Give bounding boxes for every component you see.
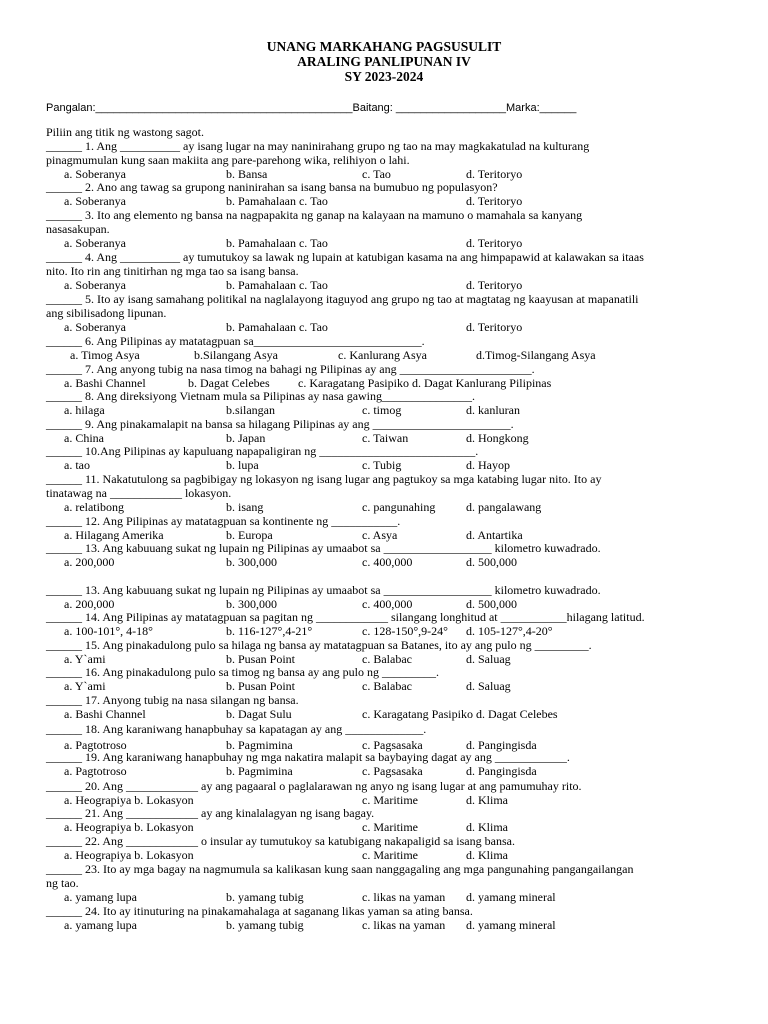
question-text: ______ 2. Ano ang tawag sa grupong naninirahan sa isang bansa na bumubuo ng populasyon? bbox=[46, 180, 498, 194]
question-text: ______ 12. Ang Pilipinas ay matatagpuan sa kontinente ng ___________. bbox=[46, 514, 401, 528]
answer-option: b. Dagat Sulu bbox=[226, 707, 292, 721]
answer-option: d. Antartika bbox=[466, 528, 523, 542]
question-text: ______ 19. Ang karaniwang hanapbuhay ng mga nakatira malapit sa baybaying dagat ay ang ____________. bbox=[46, 750, 570, 764]
question-text: ______ 1. Ang __________ ay isang lugar na may naninirahang grupo ng tao na may magkakatulad na kulturang bbox=[46, 139, 590, 153]
answer-option: b. Dagat Celebes bbox=[188, 376, 270, 390]
question-text: ______ 5. Ito ay isang samahang politikal na naglalayong itaguyod ang grupo ng tao at magtatag ng kaayusan at mapanatili bbox=[46, 292, 639, 306]
answer-option: a. Soberanya bbox=[64, 194, 126, 208]
answer-option: b. Pamahalaan c. Tao bbox=[226, 194, 328, 208]
answer-option: d. Teritoryo bbox=[466, 236, 523, 250]
answer-option: b. Europa bbox=[226, 528, 273, 542]
question-text: ______ 17. Anyong tubig na nasa silangan ng bansa. bbox=[46, 693, 299, 707]
answer-option: c. Pagsasaka bbox=[362, 764, 423, 778]
answer-option: d. 105-127°,4-20° bbox=[466, 624, 553, 638]
answer-option: d. Hongkong bbox=[466, 431, 529, 445]
answer-option: a. 100-101°, 4-18° bbox=[64, 624, 153, 638]
answer-option: b. yamang tubig bbox=[226, 890, 304, 904]
answer-option: b. Pamahalaan c. Tao bbox=[226, 278, 328, 292]
answer-option: a. yamang lupa bbox=[64, 890, 137, 904]
exam-title: UNANG MARKAHANG PAGSUSULIT bbox=[266, 39, 502, 54]
answer-option: d. Teritoryo bbox=[466, 278, 523, 292]
subject-title: ARALING PANLIPUNAN IV bbox=[297, 54, 471, 69]
answer-option: d. 500,000 bbox=[466, 555, 517, 569]
answer-option: a. Soberanya bbox=[64, 236, 126, 250]
question-text: ______ 13. Ang kabuuang sukat ng lupain ng Pilipinas ay umaabot sa __________________ kilometro kuwadrado. bbox=[46, 583, 601, 597]
question-text-continued: ang sibilisadong lipunan. bbox=[46, 306, 167, 320]
answer-option: b. 300,000 bbox=[226, 597, 277, 611]
answer-option: d. Klima bbox=[466, 793, 508, 807]
question-text: ______ 23. Ito ay mga bagay na nagmumula sa kalikasan kung saan nanggagaling ang mga pangunahing pangangailangan bbox=[46, 862, 634, 876]
answer-option: d. Teritoryo bbox=[466, 320, 523, 334]
answer-option: b. Pagmimina bbox=[226, 738, 293, 752]
answer-option: b. 116-127°,4-21° bbox=[226, 624, 313, 638]
answer-option: c. Tubig bbox=[362, 458, 402, 472]
answer-option: c. Balabac bbox=[362, 679, 412, 693]
answer-option: b. lupa bbox=[226, 458, 259, 472]
answer-option: a. 200,000 bbox=[64, 597, 115, 611]
answer-option: a. Y`ami bbox=[64, 679, 106, 693]
question-text: ______ 24. Ito ay itinuturing na pinakamahalaga at saganang likas yaman sa ating bansa. bbox=[46, 904, 473, 918]
answer-option: d. yamang mineral bbox=[466, 918, 556, 932]
answer-option: c. Karagatang Pasipiko d. Dagat Celebes bbox=[362, 707, 558, 721]
answer-option: b. Pusan Point bbox=[226, 679, 296, 693]
answer-option: c. Pagsasaka bbox=[362, 738, 423, 752]
student-info-line: Pangalan:__________________________________________Baitang: __________________Marka:______ bbox=[46, 102, 577, 114]
answer-option: a. relatibong bbox=[64, 500, 124, 514]
answer-option: c. Asya bbox=[362, 528, 398, 542]
question-text: ______ 14. Ang Pilipinas ay matatagpuan sa pagitan ng ____________ silangang longhitud at ___________hilagang latitud. bbox=[46, 610, 645, 624]
answer-option: b. yamang tubig bbox=[226, 918, 304, 932]
answer-option: a. Soberanya bbox=[64, 278, 126, 292]
instructions: Piliin ang titik ng wastong sagot. bbox=[46, 125, 204, 139]
question-text-continued: tinatawag na ____________ lokasyon. bbox=[46, 486, 232, 500]
answer-option: b. 300,000 bbox=[226, 555, 277, 569]
answer-option: c. Taiwan bbox=[362, 431, 409, 445]
answer-option: a. Y`ami bbox=[64, 652, 106, 666]
question-text: ______ 6. Ang Pilipinas ay matatagpuan sa____________________________. bbox=[46, 334, 425, 348]
question-text: ______ 4. Ang __________ ay tumutukoy sa lawak ng lupain at katubigan kasama na ang himpapawid at kalawakan sa itaas bbox=[46, 250, 644, 264]
answer-option: c. Kanlurang Asya bbox=[338, 348, 427, 362]
answer-option: a. Heograpiya b. Lokasyon bbox=[64, 793, 194, 807]
answer-option: d. 500,000 bbox=[466, 597, 517, 611]
answer-option: d. Teritoryo bbox=[466, 194, 523, 208]
question-text-continued: nasasakupan. bbox=[46, 222, 110, 236]
school-year: SY 2023-2024 bbox=[344, 69, 424, 84]
answer-option: a. Heograpiya b. Lokasyon bbox=[64, 848, 194, 862]
question-text-continued: ng tao. bbox=[46, 876, 79, 890]
answer-option: a. tao bbox=[64, 458, 90, 472]
answer-option: a. Soberanya bbox=[64, 167, 126, 181]
question-text: ______ 11. Nakatutulong sa pagbibigay ng lokasyon ng isang lugar ang pagtukoy sa mga katabing lugar nito. Ito ay bbox=[46, 472, 602, 486]
question-text: ______ 3. Ito ang elemento ng bansa na nagpapakita ng ganap na kalayaan na mamuno o mamahala sa kanyang bbox=[46, 208, 583, 222]
question-text: ______ 18. Ang karaniwang hanapbuhay sa kapatagan ay ang _____________. bbox=[46, 722, 427, 736]
question-text-continued: pinagmumulan kung saan makiita ang pare-parehong wika, relihiyon o lahi. bbox=[46, 153, 410, 167]
answer-option: b. Japan bbox=[226, 431, 266, 445]
answer-option: c. Maritime bbox=[362, 820, 418, 834]
answer-option: d. Hayop bbox=[466, 458, 510, 472]
answer-option: c. 128-150°,9-24° bbox=[362, 624, 448, 638]
question-text: ______ 9. Ang pinakamalapit na bansa sa hilagang Pilipinas ay ang _______________________. bbox=[46, 417, 514, 431]
answer-option: c. Balabac bbox=[362, 652, 412, 666]
answer-option: c. timog bbox=[362, 403, 402, 417]
answer-option: b.Silangang Asya bbox=[194, 348, 278, 362]
answer-option: c. 400,000 bbox=[362, 597, 413, 611]
answer-option: a. hilaga bbox=[64, 403, 105, 417]
answer-option: d. Klima bbox=[466, 848, 508, 862]
answer-option: c. likas na yaman bbox=[362, 918, 446, 932]
answer-option: a. Pagtotroso bbox=[64, 764, 127, 778]
question-text: ______ 10.Ang Pilipinas ay kapuluang napapaligiran ng __________________________. bbox=[46, 444, 479, 458]
answer-option: c. Maritime bbox=[362, 848, 418, 862]
answer-option: c. pangunahing bbox=[362, 500, 436, 514]
answer-option: b. Pamahalaan c. Tao bbox=[226, 236, 328, 250]
answer-option: b.silangan bbox=[226, 403, 275, 417]
answer-option: a. 200,000 bbox=[64, 555, 115, 569]
question-text: ______ 20. Ang ____________ ay ang pagaaral o paglalarawan ng anyo ng isang lugar at ang pamumuhay rito. bbox=[46, 779, 582, 793]
answer-option: a. Bashi Channel bbox=[64, 707, 146, 721]
question-text: ______ 7. Ang anyong tubig na nasa timog na bahagi ng Pilipinas ay ang ______________________. bbox=[46, 362, 535, 376]
question-text: ______ 15. Ang pinakadulong pulo sa hilaga ng bansa ay matatagpuan sa Batanes, ito ay ang pulo ng _________. bbox=[46, 638, 592, 652]
question-text: ______ 16. Ang pinakadulong pulo sa timog ng bansa ay ang pulo ng _________. bbox=[46, 665, 439, 679]
answer-option: a. China bbox=[64, 431, 104, 445]
answer-option: c. Maritime bbox=[362, 793, 418, 807]
question-text: ______ 13. Ang kabuuang sukat ng lupain ng Pilipinas ay umaabot sa __________________ kilometro kuwadrado. bbox=[46, 541, 601, 555]
answer-option: a. Timog Asya bbox=[70, 348, 140, 362]
answer-option: b. Pamahalaan c. Tao bbox=[226, 320, 328, 334]
answer-option: d.Timog-Silangang Asya bbox=[476, 348, 596, 362]
answer-option: a. Hilagang Amerika bbox=[64, 528, 164, 542]
answer-option: a. Heograpiya b. Lokasyon bbox=[64, 820, 194, 834]
answer-option: c. Tao bbox=[362, 167, 391, 181]
answer-option: d. Teritoryo bbox=[466, 167, 523, 181]
answer-option: b. Pagmimina bbox=[226, 764, 293, 778]
answer-option: b. isang bbox=[226, 500, 264, 514]
question-text: ______ 8. Ang direksiyong Vietnam mula sa Pilipinas ay nasa gawing_______________. bbox=[46, 389, 476, 403]
question-text: ______ 22. Ang ____________ o insular ay tumutukoy sa katubigang nakapaligid sa isang bansa. bbox=[46, 834, 515, 848]
answer-option: a. Soberanya bbox=[64, 320, 126, 334]
answer-option: d. Saluag bbox=[466, 652, 511, 666]
answer-option: d. Klima bbox=[466, 820, 508, 834]
question-text: ______ 21. Ang ____________ ay ang kinalalagyan ng isang bagay. bbox=[46, 806, 375, 820]
answer-option: d. yamang mineral bbox=[466, 890, 556, 904]
answer-option: a. Pagtotroso bbox=[64, 738, 127, 752]
answer-option: d. pangalawang bbox=[466, 500, 542, 514]
answer-option: b. Pusan Point bbox=[226, 652, 296, 666]
question-text-continued: nito. Ito rin ang tinitirhan ng mga tao sa isang bansa. bbox=[46, 264, 299, 278]
answer-option: d. Pangingisda bbox=[466, 738, 537, 752]
answer-option: b. Bansa bbox=[226, 167, 268, 181]
answer-option: d. Pangingisda bbox=[466, 764, 537, 778]
answer-option: a. yamang lupa bbox=[64, 918, 137, 932]
answer-option: d. Saluag bbox=[466, 679, 511, 693]
answer-option: c. Karagatang Pasipiko d. Dagat Kanlurang Pilipinas bbox=[298, 376, 552, 390]
answer-option: c. likas na yaman bbox=[362, 890, 446, 904]
answer-option: c. 400,000 bbox=[362, 555, 413, 569]
answer-option: d. kanluran bbox=[466, 403, 520, 417]
answer-option: a. Bashi Channel bbox=[64, 376, 146, 390]
